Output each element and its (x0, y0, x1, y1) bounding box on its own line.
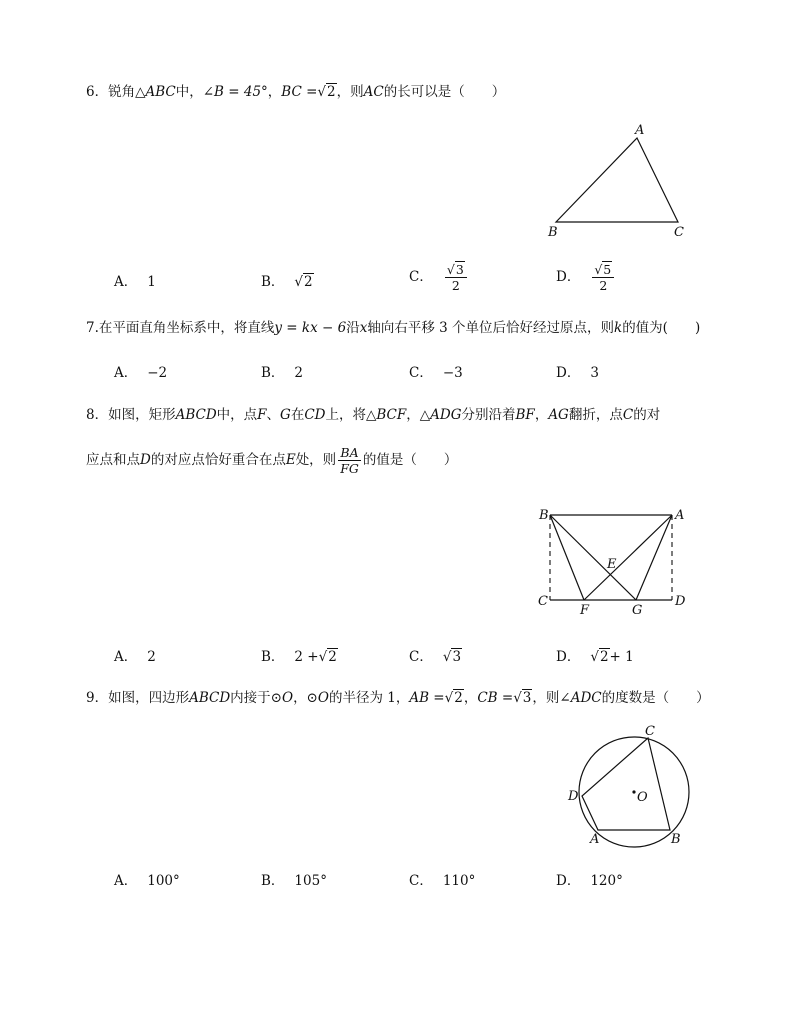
q6-fig-label-a: A (635, 123, 645, 138)
q6-text-9: 的长可以是（ ） (383, 84, 506, 100)
q9-option-c[interactable] (409, 871, 475, 891)
q8-option-c[interactable] (409, 647, 462, 667)
q6-triangle-name: ABC (145, 84, 176, 100)
q8-ag: AG (548, 407, 569, 423)
q9-circle-o-1: O (281, 690, 294, 706)
q8-fig-label-g: G (632, 603, 643, 618)
q7-x: x (359, 320, 368, 336)
q8-text-1: 如图，矩形 (108, 407, 176, 423)
q8-option-d[interactable] (556, 647, 634, 667)
q9-ab-sqrt: √2 (444, 690, 463, 706)
q8-l2-text-a: 应点和点 (86, 452, 140, 468)
q8-text-15: ， (534, 407, 549, 423)
q8-point-g: G (280, 407, 291, 423)
q8-option-c-label: C． (409, 649, 433, 665)
q9-fig-label-c: C (645, 724, 655, 739)
q6-bc-eq: BC = (281, 84, 318, 100)
q8-option-a-value: 2 (147, 649, 156, 665)
q8-bf: BF (515, 407, 535, 423)
q8-point-f: F (257, 407, 267, 423)
q8-fig-label-e: E (607, 557, 617, 572)
q8-text-7: 在 (290, 407, 305, 423)
q6-option-b[interactable] (261, 272, 314, 292)
q6-bc-radicand: 2 (327, 84, 336, 100)
q8-ratio-fraction (338, 445, 361, 476)
q8-l2-text-f: 的值是（ ） (362, 452, 458, 468)
q8-ratio-num: BA (338, 445, 361, 461)
q7-text-5: 轴向右平移 3 个单位后恰好经过原点，则 (367, 320, 614, 336)
q7-option-b-value: 2 (294, 365, 304, 381)
q9-stem (86, 688, 710, 708)
q7-option-b[interactable] (261, 363, 303, 383)
q8-fig-label-b: B (539, 508, 549, 523)
q9-center-dot (632, 790, 635, 793)
q6-bc-sqrt: √2 (317, 84, 336, 100)
q6-option-c-fraction: $\frac{√3}{2}$ (445, 262, 467, 293)
q9-option-b-label: B． (261, 873, 285, 889)
q9-option-b-value: 105° (294, 873, 327, 889)
q9-cb-sqrt: √3 (513, 690, 532, 706)
q8-option-d-post: + 1 (609, 649, 634, 665)
q8-option-c-radicand: 3 (452, 649, 462, 665)
q9-text-13: 的度数是（ ） (601, 690, 710, 706)
q8-text-3: 中，点 (216, 407, 258, 423)
q7-text-7: 的值为( ) (622, 320, 701, 336)
q7-option-a[interactable] (114, 363, 167, 383)
q9-text-7: 的半径为 1， (328, 690, 410, 706)
q9-option-a[interactable] (114, 871, 180, 891)
q6-stem (86, 82, 505, 102)
q9-text-11: ，则 (532, 690, 560, 706)
q8-segment-bg (550, 515, 636, 600)
q9-ab-radicand: 2 (454, 690, 463, 706)
q7-stem (86, 318, 700, 338)
q8-option-d-sqrt: √2 (590, 649, 609, 665)
q9-option-c-value: 110° (442, 873, 476, 889)
q7-option-a-label: A． (114, 365, 138, 381)
q9-text-5: ，⊙ (293, 690, 318, 706)
q6-ac: AC (363, 84, 384, 100)
q9-angle-adc: ∠ADC (559, 690, 602, 706)
q9-cb-radicand: 3 (522, 690, 532, 706)
q9-option-a-value: 100° (147, 873, 180, 889)
q8-text-11: ，△ (406, 407, 431, 423)
q8-number: 8． (86, 407, 109, 423)
q9-circle-o-2: O (317, 690, 329, 706)
q8-text-19: 的对 (633, 407, 661, 423)
q8-option-b-sqrt: √2 (318, 649, 337, 665)
q6-fig-label-b: B (548, 225, 558, 240)
q9-quadrilateral (582, 738, 670, 830)
q8-stem-line-1 (86, 405, 660, 425)
q9-cb-eq: CB = (477, 690, 514, 706)
q8-cd: CD (304, 407, 326, 423)
q6-option-c-den: 2 (451, 278, 460, 293)
q6-option-d-fraction: $\frac{√5}{2}$ (592, 262, 614, 293)
q8-fig-label-d: D (675, 594, 686, 609)
q8-option-b-radicand: 2 (328, 649, 337, 665)
q9-option-c-label: C． (409, 873, 433, 889)
q6-option-d-den: 2 (599, 278, 608, 293)
q7-text-3: 沿 (346, 320, 360, 336)
q7-option-c-label: C． (409, 365, 433, 381)
q6-number: 6． (86, 84, 109, 100)
q6-option-c-label: C． (409, 269, 433, 285)
q7-text-1: 在平面直角坐标系中，将直线 (98, 320, 275, 336)
q9-fig-label-o: O (637, 790, 648, 805)
q8-l2-text-c: 的对应点恰好重合在点 (150, 452, 286, 468)
q6-option-d[interactable] (556, 262, 616, 293)
q9-option-d[interactable] (556, 871, 623, 891)
q8-fig-label-f: F (580, 603, 590, 618)
q8-option-c-sqrt: √3 (442, 649, 462, 665)
q7-option-a-value: −2 (147, 365, 168, 381)
q8-option-b[interactable] (261, 647, 338, 667)
q8-bcf: BCF (376, 407, 407, 423)
q9-fig-label-d: D (568, 789, 579, 804)
q6-option-c[interactable] (409, 262, 469, 293)
q8-text-13: 分别沿着 (461, 407, 516, 423)
q9-fig-label-a: A (590, 832, 600, 847)
q8-segment-af (584, 515, 672, 600)
q6-option-a-value: 1 (147, 274, 156, 290)
q9-fig-label-b: B (671, 832, 681, 847)
q6-option-b-radicand: 2 (304, 274, 313, 290)
q8-option-d-label: D． (556, 649, 581, 665)
q8-option-b-pre: 2 + (294, 649, 319, 665)
q6-text-3: 中， (175, 84, 203, 100)
q8-option-a-label: A． (114, 649, 138, 665)
q6-angle-b: ∠B = 45° (202, 84, 268, 100)
q8-option-a[interactable] (114, 647, 156, 667)
q6-option-a-label: A． (114, 274, 138, 290)
q9-quad-name: ABCD (189, 690, 231, 706)
q8-option-d-radicand: 2 (599, 649, 609, 665)
q6-text-5: ， (267, 84, 282, 100)
q6-triangle (556, 138, 678, 222)
q6-text-7: ，则 (336, 84, 364, 100)
q8-segment-bf (550, 515, 584, 600)
q6-fig-label-c: C (674, 225, 684, 240)
q9-option-b[interactable] (261, 871, 327, 891)
q8-l2-point-d: D (140, 452, 151, 468)
q6-option-d-radicand: 5 (603, 262, 612, 277)
q8-l2-point-e: E (285, 452, 296, 468)
q9-text-9: ， (463, 690, 478, 706)
q7-option-d-value: 3 (590, 365, 599, 381)
q8-l2-text-e: 处，则 (295, 452, 337, 468)
q8-ratio-den: FG (340, 461, 359, 476)
q6-text-1: 锐角△ (108, 84, 146, 100)
q8-rectangle-figure (534, 504, 694, 620)
q8-text-5: 、 (266, 407, 281, 423)
q7-option-b-label: B． (261, 365, 285, 381)
q6-option-b-sqrt: √2 (294, 274, 313, 290)
q8-rect-name: ABCD (175, 407, 217, 423)
q9-number: 9． (86, 690, 109, 706)
q8-point-c: C (622, 407, 634, 423)
q9-ab-eq: AB = (409, 690, 445, 706)
q8-segment-ag (636, 515, 672, 600)
q6-option-d-label: D． (556, 269, 581, 285)
q9-text-1: 如图，四边形 (108, 690, 190, 706)
q7-option-d[interactable] (556, 363, 599, 383)
q9-text-3: 内接于⊙ (230, 690, 282, 706)
q9-option-d-label: D． (556, 873, 581, 889)
q6-option-b-label: B． (261, 274, 285, 290)
q7-option-d-label: D． (556, 365, 581, 381)
q9-option-d-value: 120° (590, 873, 623, 889)
q9-option-a-label: A． (114, 873, 138, 889)
q8-stem-line-2 (86, 445, 457, 476)
q7-number: 7. (86, 320, 99, 336)
q6-option-a[interactable] (114, 272, 156, 292)
q6-triangle-figure (540, 120, 700, 240)
q7-k: k (614, 320, 623, 336)
q7-option-c-value: −3 (442, 365, 463, 381)
q6-option-c-radicand: 3 (455, 262, 464, 277)
q8-text-9: 上，将△ (325, 407, 377, 423)
q8-text-17: 翻折，点 (568, 407, 623, 423)
q8-option-b-label: B． (261, 649, 285, 665)
q7-option-c[interactable] (409, 363, 463, 383)
q8-fig-label-a: A (675, 508, 685, 523)
q8-adg: ADG (430, 407, 462, 423)
q8-fig-label-c: C (538, 594, 548, 609)
q9-circle-figure (560, 722, 700, 850)
q7-line-eq: y = kx − 6 (274, 320, 347, 336)
